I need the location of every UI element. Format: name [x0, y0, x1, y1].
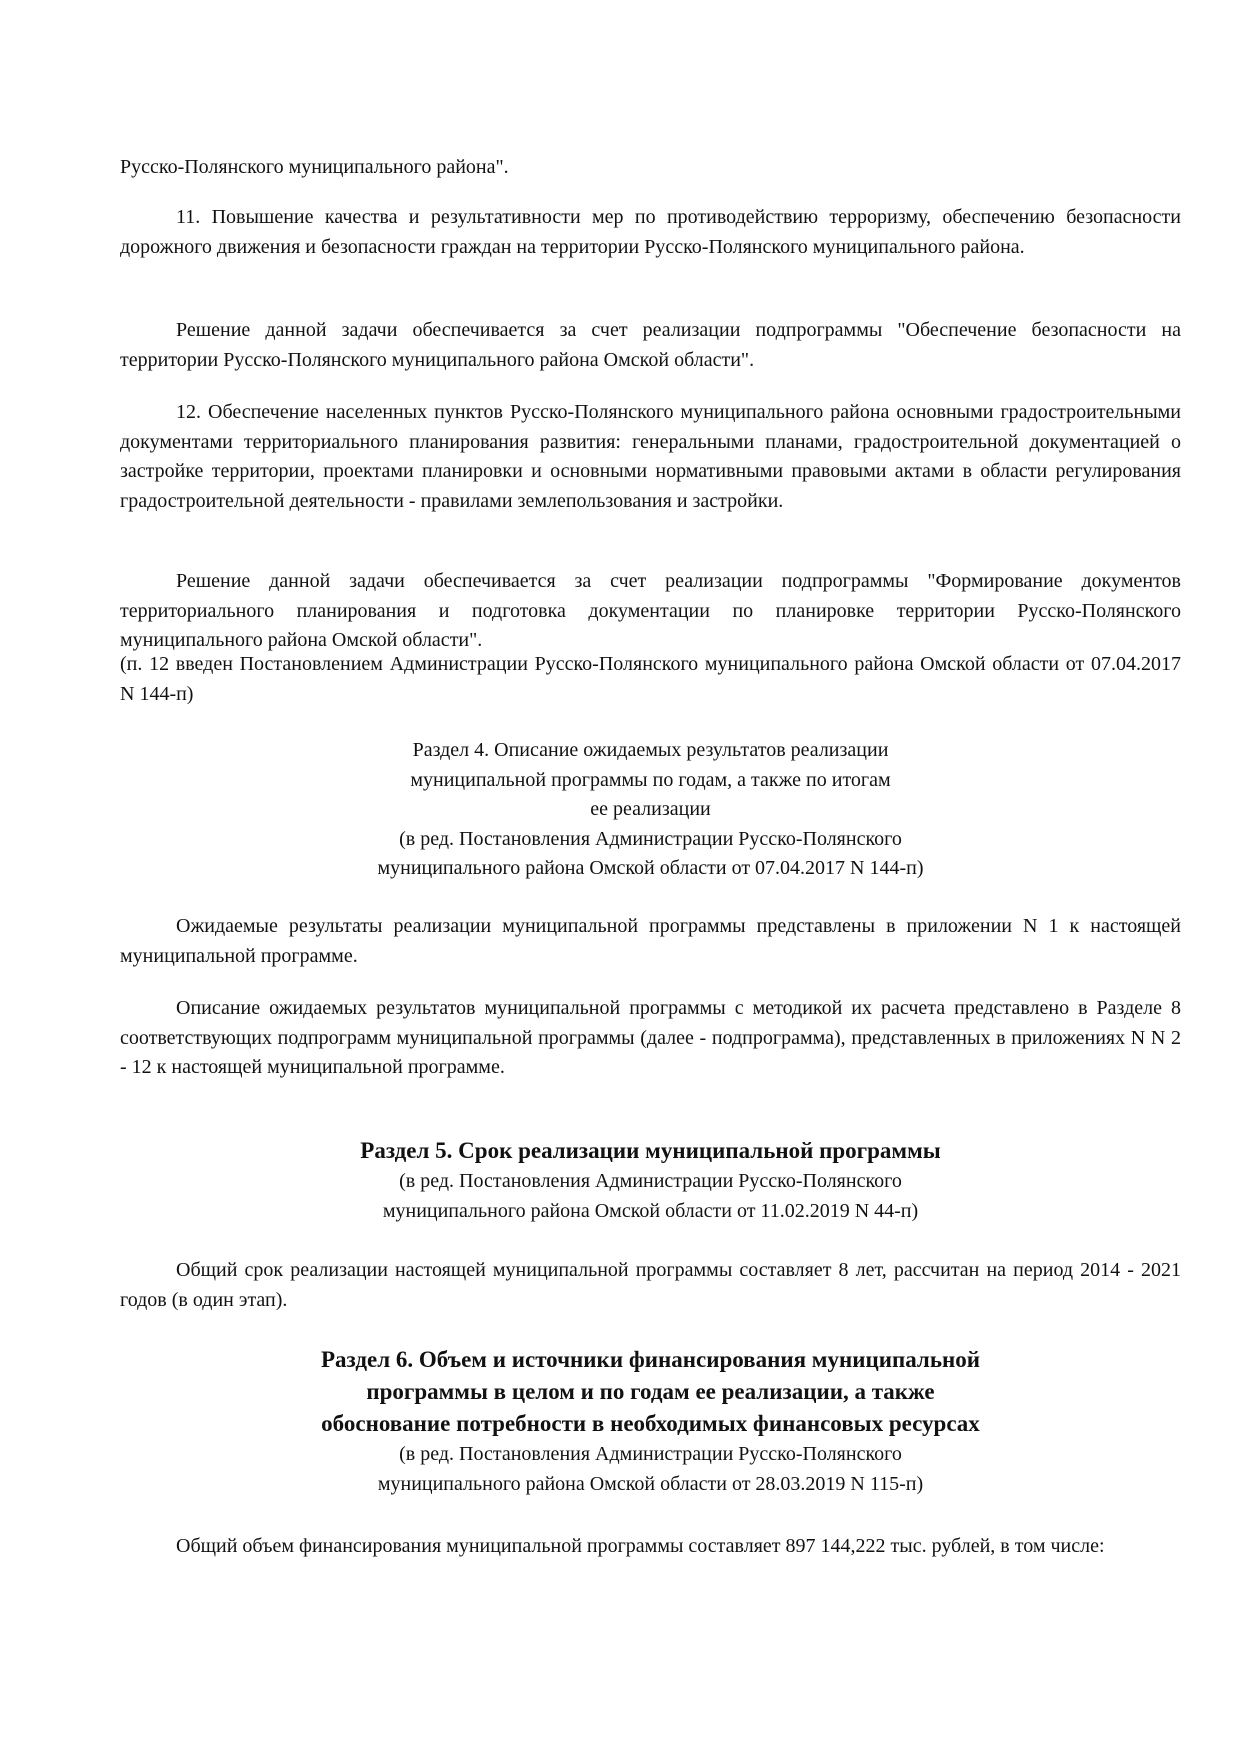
- section-4-title-line: муниципальной программы по годам, а также по итогам: [410, 768, 891, 791]
- section-5-edition-line: муниципального района Омской области от 11.02.2019 N 44-п): [382, 1199, 919, 1222]
- section-6-paragraph-1: Общий объем финансирования муниципальной программы составляет 897 144,222 тыс. рублей, в том числе:: [176, 1535, 1105, 1557]
- section-4-edition-line: (в ред. Постановления Администрации Русско-Полянского: [399, 827, 902, 850]
- paragraph-item-12: 12. Обеспечение населенных пунктов Русско-Полянского муниципального района основными градостроительными документами территориального планирования развития: генеральными планами, градостроительной документацией о застройке территории, проектами планировки и основными нормативными правовыми актами в области регулирования градостроительной деятельности - правилами землепользования и застройки.: [120, 401, 1181, 512]
- section-6-edition-line: (в ред. Постановления Администрации Русско-Полянского: [399, 1443, 902, 1465]
- section-4-title-line: Раздел 4. Описание ожидаемых результатов реализации: [412, 739, 889, 761]
- section-6-title-line: Раздел 6. Объем и источники финансирования муниципальной: [321, 1347, 980, 1372]
- section-4-edition-line: муниципального района Омской области от 07.04.2017 N 144-п): [377, 857, 924, 879]
- section-6-edition-line: муниципального района Омской области от 28.03.2019 N 115-п): [377, 1472, 924, 1495]
- section-4-title-line: ее реализации: [590, 798, 711, 820]
- section-4-heading: [120, 736, 1181, 884]
- section-5-paragraph-1: Общий срок реализации настоящей муниципальной программы составляет 8 лет, рассчитан на период 2014 - 2021 годов (в один этап).: [120, 1259, 1181, 1311]
- paragraph-item-11-solution: Решение данной задачи обеспечивается за счет реализации подпрограммы "Обеспечение безопасности на территории Русско-Полянского муниципального района Омской области".: [120, 319, 1181, 371]
- section-6-heading: [120, 1344, 1181, 1499]
- section-4-paragraph-1: Ожидаемые результаты реализации муниципальной программы представлены в приложении N 1 к настоящей муниципальной программе.: [120, 915, 1181, 967]
- section-6-title-line: обоснование потребности в необходимых финансовых ресурсах: [321, 1411, 980, 1436]
- section-5-edition-line: (в ред. Постановления Администрации Русско-Полянского: [399, 1170, 902, 1192]
- section-6-title-line: программы в целом и по годам ее реализации, а также: [366, 1379, 935, 1404]
- paragraph-item-12-note: (п. 12 введен Постановлением Администрации Русско-Полянского муниципального района Омской области от 07.04.2017 N 144-п): [120, 653, 1181, 705]
- section-5-title: Раздел 5. Срок реализации муниципальной программы: [360, 1138, 941, 1163]
- paragraph-item-11: 11. Повышение качества и результативности мер по противодействию терроризму, обеспечению безопасности дорожного движения и безопасности граждан на территории Русско-Полянского муниципального района.: [120, 206, 1181, 258]
- paragraph-item-12-solution: Решение данной задачи обеспечивается за счет реализации подпрограммы "Формирование документов территориального планирования и подготовка документации по планировке территории Русско-Полянского муниципального района Омской области".: [120, 570, 1181, 651]
- section-5-heading: [120, 1135, 1181, 1226]
- paragraph-continuation: Русско-Полянского муниципального района".: [120, 156, 509, 178]
- section-4-paragraph-2: Описание ожидаемых результатов муниципальной программы с методикой их расчета представлено в Разделе 8 соответствующих подпрограмм муниципальной программы (далее - подпрограмма), представленных в приложениях N N 2 - 12 к настоящей муниципальной программе.: [120, 997, 1181, 1078]
